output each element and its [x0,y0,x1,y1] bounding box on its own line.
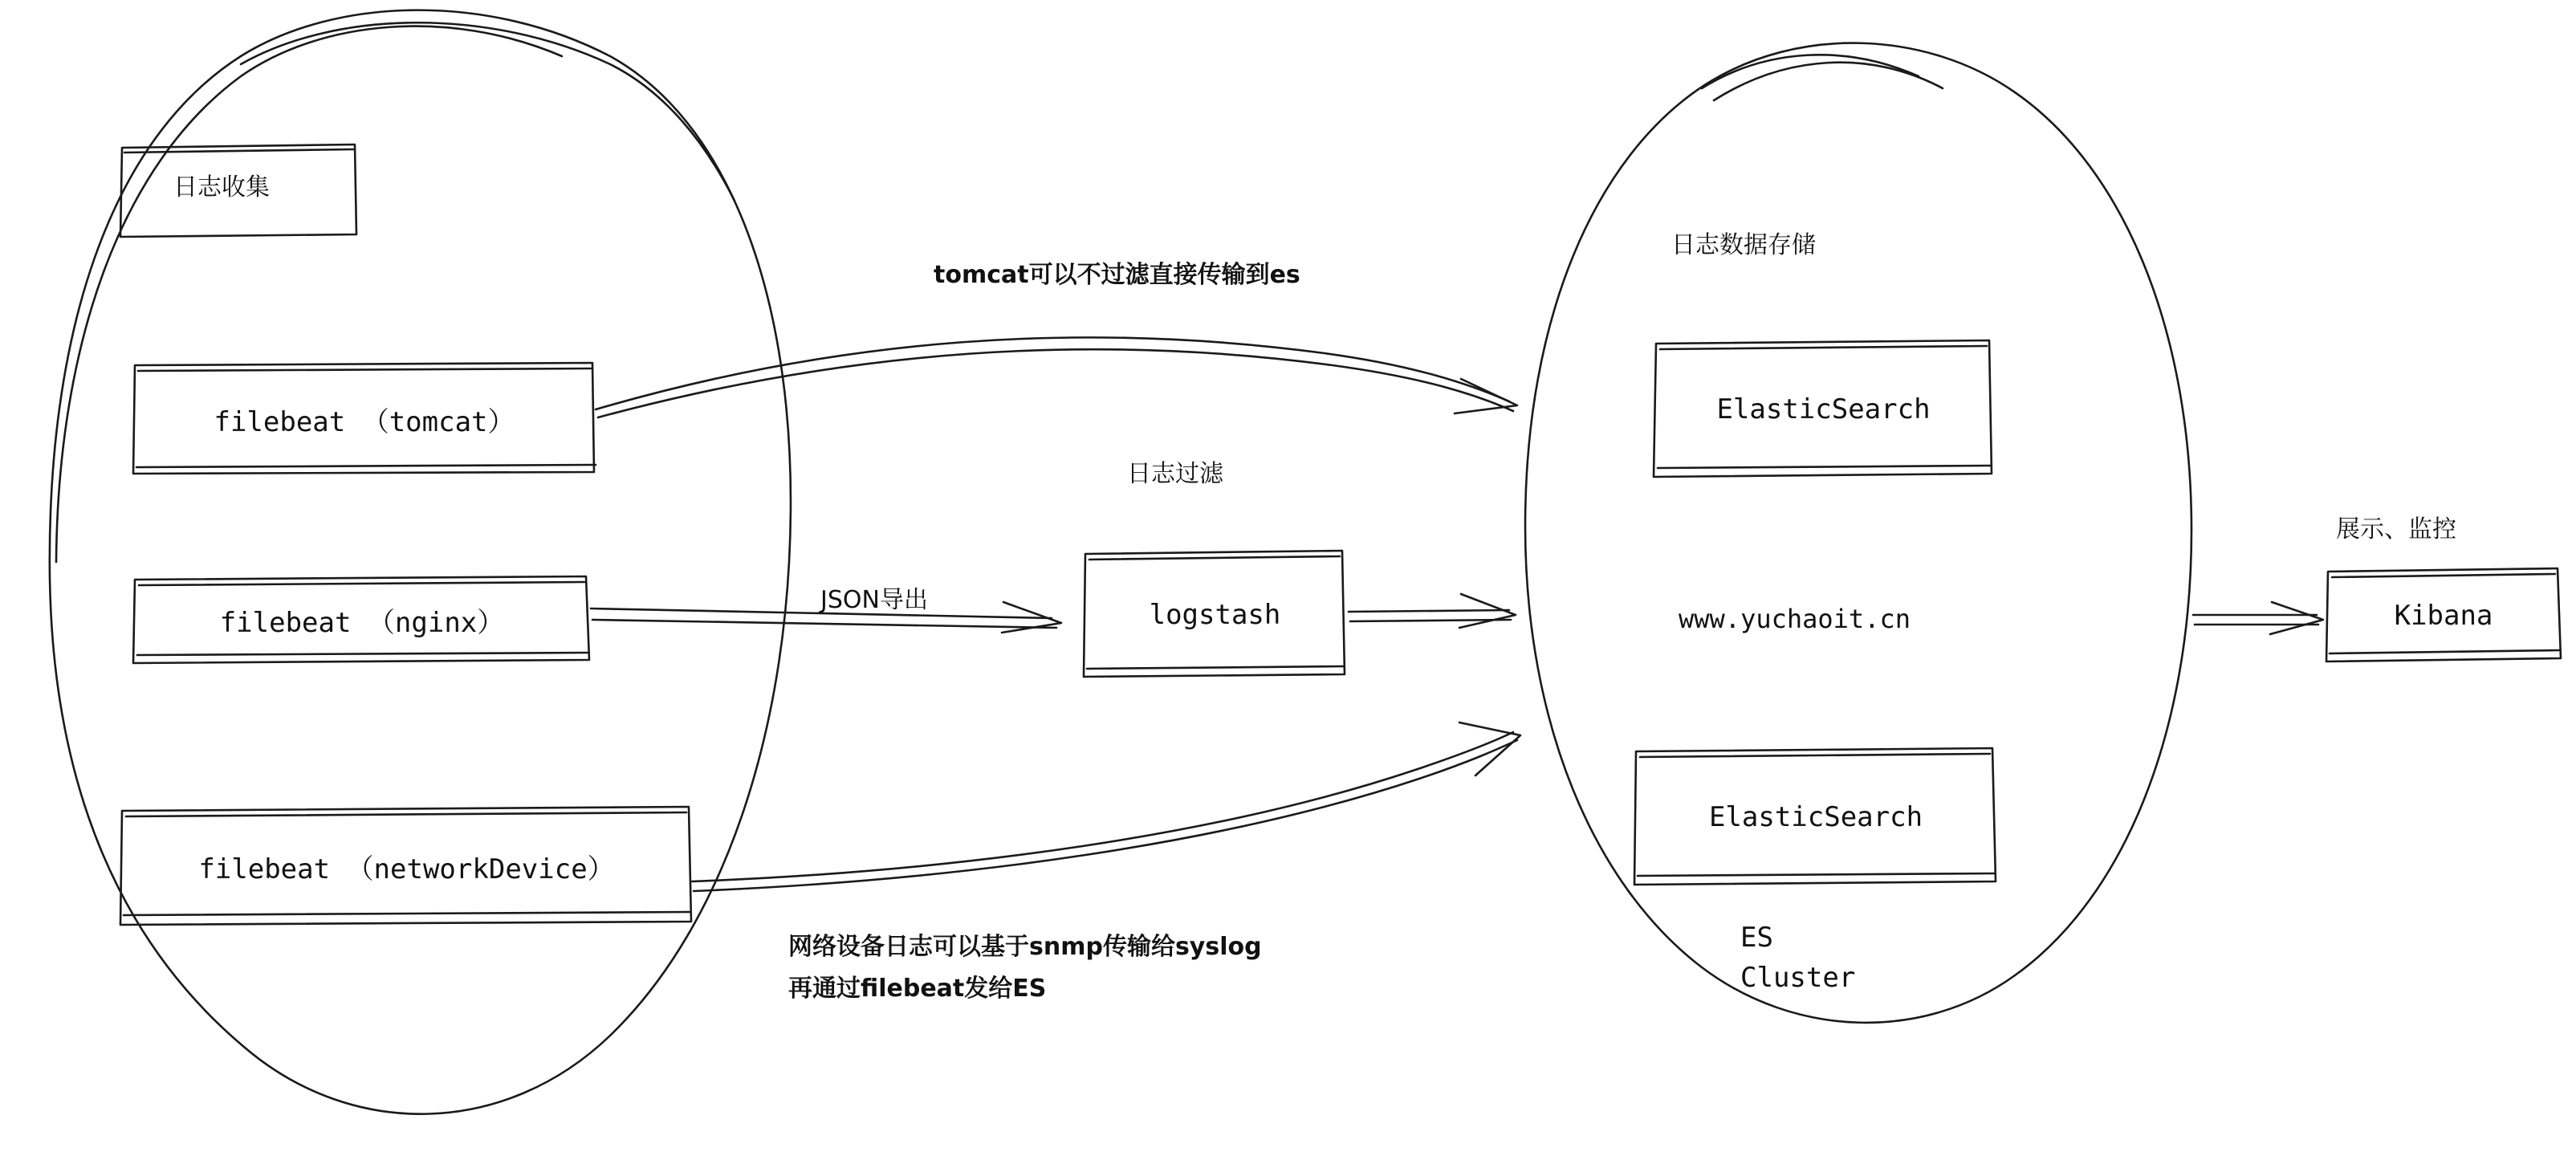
annotation-display-monitor: 展示、监控 [2336,515,2456,543]
node-elasticsearch-1[interactable]: ElasticSearch [1716,393,1931,425]
node-kibana[interactable]: Kibana [2394,600,2493,632]
annotation-site-watermark: www.yuchaoit.cn [1679,604,1911,634]
log-collection-ellipse-overstroke [56,26,562,562]
arrow-nginx-to-logstash-head [1002,602,1061,633]
arrow-es-to-kibana-head [2270,602,2323,634]
arrow-tomcat-to-es-head [1455,379,1517,413]
annotation-tomcat-direct: tomcat可以不过滤直接传输到es [934,261,1300,289]
arrow-tomcat-to-es [596,337,1509,409]
log-collection-ellipse-overstroke-2 [241,22,735,201]
node-elasticsearch-2[interactable]: ElasticSearch [1708,801,1923,833]
storage-ellipse-overstroke [1702,55,1919,88]
group-label-log-storage: 日志数据存储 [1671,231,1816,259]
arrow-nginx-to-logstash-dup [592,620,1056,628]
arrow-logstash-to-es [1349,610,1509,612]
annotation-json-export: JSON导出 [820,586,928,614]
arrow-networkdevice-to-es-dup [694,740,1517,891]
group-label-log-collection: 日志收集 [173,173,270,201]
node-logstash[interactable]: logstash [1149,599,1281,631]
log-collection-ellipse [50,10,791,1114]
annotation-log-filter: 日志过滤 [1127,460,1223,488]
annotation-network-snmp-line2: 再通过filebeat发给ES [788,975,1047,1003]
annotation-es-cluster-line2: Cluster [1740,962,1856,994]
arrow-networkdevice-to-es-head [1459,722,1520,775]
arrow-tomcat-to-es-dup [598,349,1513,417]
storage-ellipse-overstroke-2 [1714,63,1943,100]
log-collection-label-box-dup [124,149,353,153]
node-filebeat-tomcat[interactable]: filebeat （tomcat） [214,406,515,438]
node-filebeat-networkdevice[interactable]: filebeat （networkDevice） [198,853,615,885]
node-filebeat-nginx[interactable]: filebeat （nginx） [219,606,505,639]
annotation-es-cluster-line1: ES [1740,922,1773,954]
arrow-networkdevice-to-es [692,732,1513,881]
annotation-network-snmp-line1: 网络设备日志可以基于snmp传输给syslog [788,933,1262,961]
arrow-logstash-to-es-dup [1350,620,1511,621]
arrow-logstash-to-es-head [1459,594,1516,628]
